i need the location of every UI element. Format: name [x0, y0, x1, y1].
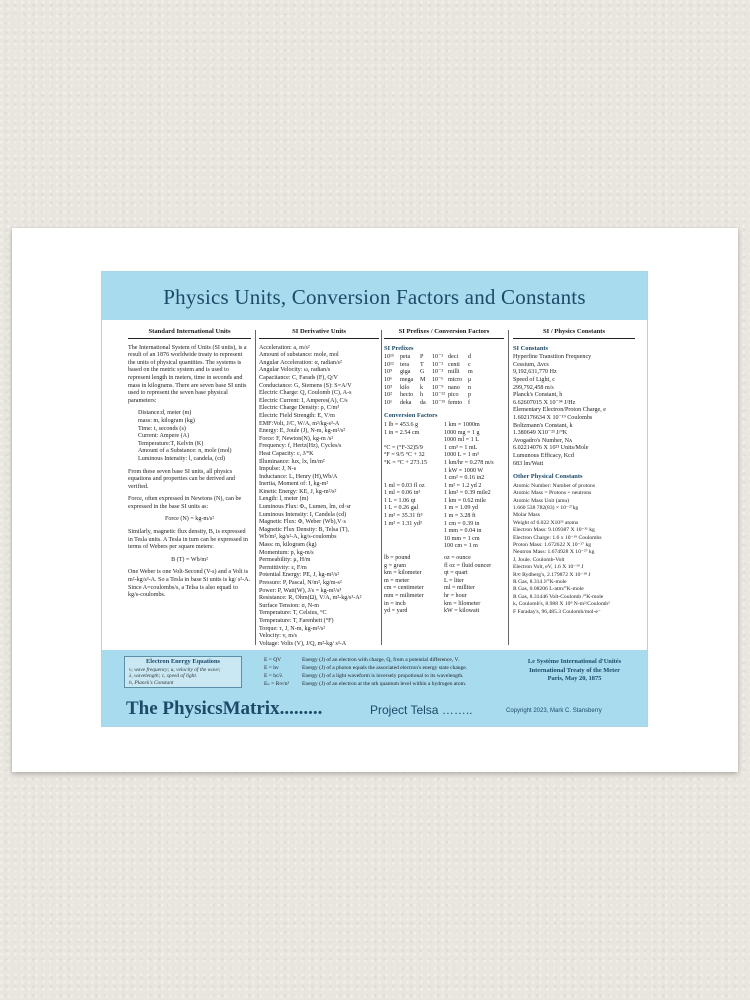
si-constant: Hyperfine Transition Frequency — [513, 354, 592, 361]
derivative-unit: Inertia, Moment of: I, kg-m² — [259, 481, 329, 488]
si-constants-list — [513, 354, 635, 468]
other-constant: Neutron Mass: 1.674928 X 10⁻²⁷ kg — [513, 549, 595, 556]
prefixes-heading: SI Prefixes — [384, 344, 414, 352]
intro-paragraph: The International System of Units (SI units), is a result of an 1876 worldwide treaty to represent the units of physical quantities. The systems is based on the metric system and is used to represent length in meters, time in seconds and mass in kilograms. There are seven base SI units used to represent the seven base physical parameters: — [128, 344, 247, 404]
derivative-unit: Energy: E, Joule (J), N-m, kg-m²/s² — [259, 428, 346, 435]
conversion-cell — [384, 543, 444, 551]
other-constant: kₑ Coulomb's, 8.988 X 10⁹ N-m²/Coulomb² — [513, 601, 610, 608]
derivative-unit: Potential Energy: PE, J, kg-m²/s² — [259, 572, 340, 579]
prefix-cell: centi — [448, 361, 460, 368]
other-constant: R Gas, 8.31446 Volt-Coulomb /°K-mole — [513, 593, 604, 600]
derivative-unit: EMF:Volt, J/C, W/A, m²/kg-s³-A — [259, 420, 340, 427]
conversion-cell: 1 ml = 0.03 fl oz — [384, 482, 425, 489]
eq-box-title: Electron Energy Equations — [145, 658, 221, 665]
base-units-list — [128, 410, 251, 463]
conversion-cell: 1000 L = 1 m³ — [444, 452, 479, 459]
conversion-table — [384, 422, 504, 551]
conversion-cell: 1 m³ = 1.31 yd³ — [384, 520, 422, 527]
derivative-unit: Voltage: Volts (V), J/Q, m²-kg/ s³-A — [259, 640, 347, 647]
conversion-cell: °K = °C + 273.15 — [384, 459, 428, 466]
abbreviation-cell: mm = milimeter — [384, 593, 424, 599]
conversion-cell: 1 lb = 453.6 g — [384, 421, 419, 428]
si-constant: 683 lm/Watt — [513, 460, 544, 467]
other-constant: Electron Volt, eV, 1.6 X 10⁻¹⁹ J — [513, 564, 584, 571]
derivative-unit: Electric Field Strength: E, V/m — [259, 412, 335, 419]
conversion-cell: 1 m² = 1.2 yd 2 — [444, 482, 482, 489]
base-unit: Time: t, seconds (s) — [138, 425, 186, 432]
conversion-cell — [384, 437, 444, 445]
equation-table — [264, 656, 504, 688]
column-divider — [255, 330, 256, 645]
base-unit: Current: Ampere (A) — [138, 433, 190, 440]
base-unit: Amount of a Substance: n, mole (mol) — [138, 448, 232, 455]
conversion-cell: 1 m = 1.09 yd — [444, 505, 479, 512]
conversion-cell — [384, 536, 444, 544]
abbreviation-cell: g = gram — [384, 562, 407, 569]
equation-description: Energy (J) of a light waveform is inversely propotional to its wavelength. — [302, 673, 464, 679]
conversion-cell: 1000 mg = 1 g — [444, 429, 480, 436]
prefix-cell: kilo — [400, 384, 410, 391]
base-unit: Luminous Intensity: l, candela, (cd) — [138, 455, 225, 462]
prefix-cell: 10⁻⁹ — [432, 384, 444, 391]
derivative-unit: Wb/m², kg/s²-A, kg/s-coulombs — [259, 534, 337, 541]
base-unit: Distance:d, meter (m) — [138, 410, 192, 417]
abbreviation-cell: fl oz = fluid ouncer — [444, 562, 492, 569]
conversion-cell: 1 cm³ = 1 mL — [444, 444, 478, 451]
abbreviation-cell: cm = centimeter — [384, 585, 424, 592]
prefix-cell: 10⁻² — [432, 361, 444, 368]
abbreviation-cell: hr = hour — [444, 593, 467, 599]
derivative-unit: Temperature: T, Farenheit (°F) — [259, 617, 334, 624]
si-constant: 299,792,458 m/s — [513, 384, 554, 391]
si-constant: Boltzmann's Constant, k — [513, 422, 573, 429]
conversion-cell: 1 L = 0.26 gal — [384, 505, 419, 512]
derivative-unit: Temperature: T, Celsius, °C — [259, 610, 327, 617]
prefix-cell: mega — [400, 376, 414, 383]
conversion-cell: 1 km/hr = 0.278 m/s — [444, 459, 494, 466]
other-constant: Electron Charge: 1.6 x 10⁻¹⁹ Coulombs — [513, 534, 602, 541]
column-divider — [508, 330, 509, 645]
conversion-cell: °C = (°F-32)5/9 — [384, 444, 423, 451]
other-constant: Atomic Mass = Protons + neutrons — [513, 490, 592, 497]
prefix-cell: deka — [400, 399, 412, 406]
conversion-cell: 1 m³ = 35.31 ft³ — [384, 513, 423, 520]
derivative-unit: Acceleration: a, m/s² — [259, 344, 310, 351]
column-heading: SI / Physics Constants — [513, 328, 635, 339]
derivative-unit: Momentum: p, kg-m/s — [259, 549, 314, 556]
conversion-cell: 1 L = 1.06 qt — [384, 497, 416, 504]
derivative-unit: Force: F, Newton(N), kg-m /s² — [259, 435, 334, 442]
derivative-unit: Luminous Flux: Φᵥ, Lumen, lm, cd·sr — [259, 504, 351, 511]
abbreviation-cell: m = meter — [384, 577, 410, 584]
column-heading: SI Derivative Units — [259, 328, 379, 339]
conversion-cell: 100 cm = 1 m — [444, 543, 478, 550]
other-constant: Proton Mass: 1.672622 X 10⁻²⁷ kg — [513, 541, 592, 548]
derivative-unit: Surface Tension: σ, N-m — [259, 602, 319, 609]
other-constant: Atomic Mass Unit (amu) — [513, 497, 570, 504]
prefix-cell: deci — [448, 354, 459, 361]
electron-equations-box — [124, 656, 242, 688]
conversion-cell — [384, 475, 444, 483]
equation-description: Energy (J) of a photon equals the associated electron's energy state change. — [302, 665, 468, 671]
column-divider — [381, 330, 382, 645]
conversion-cell: 1 km = 0.62 mile — [444, 497, 486, 504]
prefix-cell: micro — [448, 376, 463, 383]
derivative-unit: Frequency: f, Hertz(Hz), Cycles/s — [259, 443, 342, 450]
conversion-cell: 1 ml = 0.06 in³ — [384, 490, 421, 497]
abbreviation-cell: kW = kilowatt — [444, 608, 480, 615]
other-constant: Molar Mass — [513, 512, 540, 519]
treaty-line: International Treaty of the Meter — [529, 666, 620, 674]
prefix-cell: peta — [400, 354, 411, 361]
conversion-cell: 1 kW = 1000 W — [444, 467, 484, 474]
constants-column — [513, 328, 635, 648]
force-equation: Force (N) = kg-m/s² — [164, 516, 215, 523]
other-constant: Atomic Number: Number of protons — [513, 482, 596, 489]
equation: E = hc/λ — [264, 673, 283, 679]
base-unit: Temperature:T, Kelvin (K) — [138, 440, 204, 447]
abbreviation-cell: ml = milliter — [444, 585, 475, 592]
paragraph: Force, often expressed in Newtons (N), can be expressed in the base SI units as: — [128, 496, 242, 510]
conversion-cell — [384, 528, 444, 536]
si-constant: Cessium, Δνcs — [513, 361, 549, 368]
column-heading: Standard International Units — [128, 328, 251, 339]
conversion-cell: 1 m = 3.28 ft — [444, 513, 476, 520]
conversion-cell: °F = 9/5 °C + 32 — [384, 452, 425, 459]
footer-band — [102, 650, 647, 727]
equation: Eₙ = R∞/n² — [264, 681, 290, 687]
project-name: Project Telsa …….. — [370, 703, 473, 717]
paragraph: From these seven base SI units, all physics equations and properties can be derived and verified. — [128, 468, 235, 490]
prefix-cell: hecto — [400, 392, 414, 399]
conversion-cell: 1000 ml = 1 L — [444, 437, 479, 444]
equation: E = QV — [264, 657, 282, 663]
si-constant: 1.602176634 X 10⁻¹⁹ Coulombs — [513, 414, 593, 421]
poster-title: Physics Units, Conversion Factors and Constants — [163, 285, 586, 309]
prefix-cell: p — [468, 392, 472, 399]
prefix-cell: 10¹ — [384, 399, 392, 406]
copyright: Copyright 2023, Mark C. Stansberry — [506, 708, 602, 714]
conversion-cell — [384, 468, 444, 476]
derivative-unit: Angular Acceleration: α, radian/s² — [259, 359, 342, 366]
other-constant: F Faraday's, 96,485.3 Coulomb/mol-e⁻ — [513, 608, 601, 615]
si-units-column — [128, 328, 251, 648]
prefix-cell: T — [420, 361, 424, 368]
treaty-line: Paris, May 20, 1875 — [547, 675, 602, 683]
prefix-cell: 10⁻¹⁵ — [432, 399, 446, 406]
eq-box-line: λ, wavelength; c, speed of light. — [129, 673, 198, 680]
derivative-unit: Magnetic Flux Density: B, Telsa (T), — [259, 526, 350, 533]
derivative-unit: Permeability: μ, H/m — [259, 557, 311, 564]
derivative-units-column — [259, 328, 379, 648]
prefix-cell: 10⁻¹² — [432, 392, 445, 399]
prefix-cell: c — [468, 361, 471, 368]
derivative-unit: Mass: m, kilogram (kg) — [259, 542, 317, 549]
other-constants-heading: Other Physical Constants — [513, 473, 583, 481]
si-constant: Planck's Constant, h — [513, 392, 563, 399]
derivative-unit: Electric Charge Density: ρ, C/m³ — [259, 405, 340, 412]
derivative-unit: Resistance: R, Ohm(Ω), V/A, m²-kg/s³-A² — [259, 595, 362, 602]
derivative-unit: Capacitance: C, Farads (F), Q/V — [259, 374, 338, 381]
prefixes-column — [384, 328, 504, 648]
derivative-unit: Permittivity: ε, F/m — [259, 564, 307, 571]
conversion-cell: 1 in = 2.54 cm — [384, 429, 420, 436]
prefix-cell: 10⁻¹ — [432, 354, 444, 361]
derivative-unit: Electric Current: I, Amperes(A), C/s — [259, 397, 348, 404]
treaty-line: Le Système International d'Unités — [527, 658, 622, 665]
prefix-cell: nano — [448, 384, 460, 391]
prefix-cell: 10¹² — [384, 361, 394, 368]
derivative-unit: Pressure: P, Pascal, N/m², kg/m-s² — [259, 580, 342, 586]
paragraph: One Weber is one Volt-Second (V-s) and a Volt is m²-kg/s³-A. So a Tesla in base Si units is kg/ s²-A. Since A=coulombs/s, a Telsa is also equatl to kg/s-coulombs. — [128, 569, 251, 599]
abbreviation-cell: oz = ounce — [444, 555, 471, 562]
derivative-unit: Conductance: G, Siemens (S): S=A/V — [259, 382, 352, 389]
derivative-unit: Luminous Intensity: I, Candela (cd) — [259, 511, 347, 518]
prefix-cell: M — [420, 376, 426, 383]
other-constant: Weight of 6.022 X10²³ atoms — [513, 519, 579, 526]
abbreviation-cell: lb = pound — [384, 555, 411, 562]
si-constant: 9,192,631,770 Hz — [513, 369, 557, 376]
si-constant: 1.380649 X10⁻²³ J/°K — [513, 430, 568, 437]
prefix-cell: P — [420, 354, 424, 361]
treaty-text — [512, 658, 637, 684]
eq-box-line: ν, wave frequency; u, velocity of the wave; — [129, 666, 221, 673]
prefix-cell: 10⁶ — [384, 376, 393, 383]
title-bar — [102, 272, 647, 320]
other-constants-list — [513, 483, 635, 616]
derivative-units-list — [259, 345, 379, 648]
derivative-unit: Length: l, meter (m) — [259, 496, 309, 503]
prefix-cell: 10⁻⁶ — [432, 376, 444, 383]
derivative-unit: Illuminance: lux, lx, lm/m² — [259, 458, 325, 465]
other-constant: 1.660 538 782(83) × 10⁻²⁷kg — [513, 504, 579, 511]
si-constant: Elementary Electron/Proton Charge, e — [513, 407, 606, 414]
prefix-cell: d — [468, 354, 472, 361]
prefix-cell: 10⁹ — [384, 369, 393, 376]
si-constant: Lumunous Efficacy, Kcd — [513, 452, 574, 459]
derivative-unit: Kinetic Energy: KE, J, kg-m²/s² — [259, 488, 337, 495]
prefix-cell: n — [468, 384, 472, 391]
prefix-cell: k — [420, 384, 424, 391]
abbreviation-cell: in = inch — [384, 600, 406, 607]
abbreviation-cell: qt = quart — [444, 570, 468, 577]
abbreviation-table — [384, 555, 504, 616]
prefix-cell: 10⁻³ — [432, 369, 444, 376]
prefix-cell: da — [420, 399, 426, 406]
equation-description: Energy (J) of an electron at the nth quantum level within a hydrogen atom. — [302, 681, 467, 687]
conversion-cell: 1 km = 1000m — [444, 421, 480, 428]
other-constant: R Gas, 8.314 J/°K-mole — [513, 578, 567, 585]
column-heading: SI Prefixes / Conversion Factors — [384, 328, 504, 339]
prefix-table — [384, 354, 504, 407]
conversion-cell: 1 cm = 0.39 in — [444, 520, 480, 527]
prefix-cell: μ — [468, 376, 472, 383]
physics-poster — [101, 271, 648, 727]
prefix-cell: G — [420, 369, 425, 376]
prefix-cell: tera — [400, 361, 410, 368]
factors-heading: Conversion Factors — [384, 412, 438, 420]
other-constant: Electron Mass: 9.109387 X 10⁻³¹ kg — [513, 527, 595, 534]
derivative-unit: Power: P, Watt(W), J/s = kg-m²/s³ — [259, 587, 342, 594]
si-constant: 6.02214076 X 10²³ Units/Mole — [513, 445, 589, 452]
abbreviation-cell: km = lilometer — [444, 600, 481, 607]
other-constant: J, Joule. Coulomb-Volt — [513, 556, 565, 563]
conversion-cell: 10 mm = 1 cm — [444, 535, 480, 542]
conversion-cell: 1 km² = 0.39 mile2 — [444, 490, 491, 497]
conversion-cell: 1 cm² = 0.16 in2 — [444, 475, 485, 482]
brand-title: The PhysicsMatrix......... — [126, 698, 323, 719]
abbreviation-cell: km = kilometer — [384, 570, 422, 577]
prefix-cell: milli — [448, 369, 460, 376]
prefix-cell: pico — [448, 392, 459, 399]
other-constant: R∞ Rydberg's, 2.179872 X 10⁻¹⁸ J — [513, 571, 591, 578]
paragraph: Similarly, magnetic flux density, B, is expressed in Tesla units. A Tesla in turn can be expressed in terms of Webers per square meters: — [128, 529, 248, 551]
prefix-cell: h — [420, 392, 424, 399]
derivative-unit: Inductance: L, Henry (H),Wb/A — [259, 473, 338, 480]
derivative-unit: Torque: τ, J, N-m, kg-m²/s² — [259, 625, 326, 632]
prefix-cell: femto — [448, 399, 463, 406]
prefix-cell: 10¹⁵ — [384, 354, 395, 361]
eq-box-line: h, Planck's Constant — [129, 679, 174, 686]
derivative-unit: Magnetic Flux: Φ, Weber (Wb),V·s — [259, 519, 346, 526]
derivative-unit: Electric Charge: Q, Coulomb (C), A-s — [259, 390, 352, 397]
prefix-cell: 10² — [384, 392, 392, 399]
prefix-cell: 10³ — [384, 384, 392, 391]
si-constant: Speed of Light, c — [513, 376, 555, 383]
prefix-cell: m — [468, 369, 473, 376]
derivative-unit: Heat Capacity: c, J/°K — [259, 450, 314, 457]
derivative-unit: Amount of substance: mole, mol — [259, 352, 339, 359]
si-constant: Avogadro's Number, Nᴀ — [513, 437, 573, 444]
base-unit: mass: m, kilogram (kg) — [138, 417, 195, 424]
prefix-cell: f — [468, 399, 471, 406]
tesla-equation: B (T) = Wb/m² — [171, 556, 208, 563]
derivative-unit: Impulse: J, N-s — [259, 466, 297, 473]
equation-description: Energy (J) of an electron with charge, Q, from a potential difference, V. — [302, 657, 460, 663]
si-constant: 6.62607015 X 10⁻³⁴ J/Hz — [513, 399, 576, 406]
conversion-cell: 1 mm = 0.04 in — [444, 528, 482, 535]
derivative-unit: Velocity: v, m/s — [259, 633, 298, 640]
other-constant: R Gas, 0.08206 L-atm/°K-mole — [513, 586, 584, 593]
abbreviation-cell: L = liter — [444, 577, 464, 584]
si-constants-heading: SI Constants — [513, 344, 548, 352]
equation: E = hν — [264, 665, 279, 671]
prefix-cell: giga — [400, 369, 411, 376]
abbreviation-cell: yd = yard — [384, 608, 408, 615]
derivative-unit: Angular Velocity: ω, radian/s — [259, 367, 331, 374]
